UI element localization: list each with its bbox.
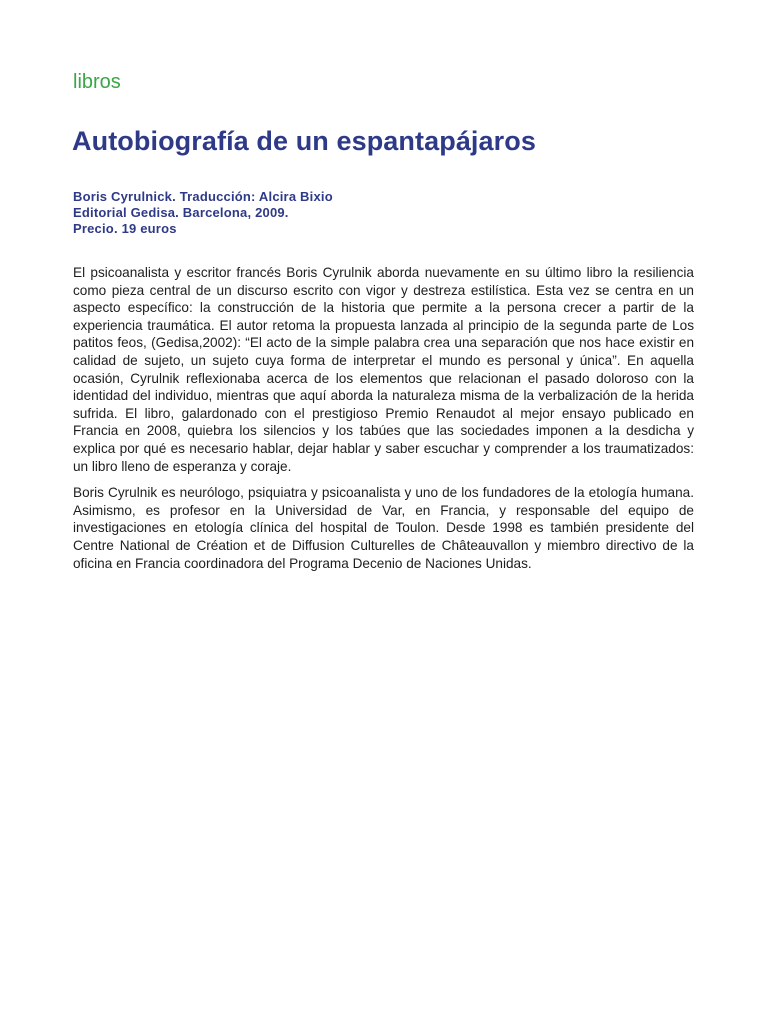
review-paragraph: Boris Cyrulnik es neurólogo, psiquiatra y psicoanalista y uno de los fundadores de la etología humana. Asimismo, es profesor en la Universidad de Var, en Francia, y responsable del equipo de investigaciones en etología clínica del hospital de Toulon. Desde 1998 es también presidente del Centre National de Création et de Diffusion Culturelles de Châteauvallon y miembro directivo de la oficina en Francia coordinadora del Programa Decenio de Naciones Unidas. [73, 485, 694, 571]
review-body [73, 264, 694, 581]
publisher-line: Editorial Gedisa. Barcelona, 2009. [73, 205, 289, 220]
price-line: Precio. 19 euros [73, 221, 177, 236]
review-paragraph: El psicoanalista y escritor francés Boris Cyrulnik aborda nuevamente en su último libro la resiliencia como pieza central de un discurso escrito con vigor y destreza estilística. Esta vez se centra en un aspecto específico: la construcción de la historia que permite a la persona crecer a partir de la experiencia traumática. El autor retoma la propuesta lanzada al principio de la segunda parte de Los patitos feos, (Gedisa,2002): “El acto de la simple palabra crea una separación que nos hace existir en calidad de sujeto, un sujeto cuya forma de interpretar el mundo es personal y única”. En aquella ocasión, Cyrulnik reflexionaba acerca de los elementos que relacionan el pasado doloroso con la identidad del individuo, mientras que aquí aborda la naturaleza misma de la verbalización de la herida sufrida. El libro, galardonado con el prestigioso Premio Renaudot al mejor ensayo publicado en Francia en 2008, quiebra los silencios y los tabúes que las sociedades imponen a la desdicha y explica por qué es necesario hablar, dejar hablar y saber escuchar y comprender a los traumatizados: un libro lleno de esperanza y coraje. [73, 265, 694, 474]
section-label: libros [73, 71, 121, 93]
author-translator-line: Boris Cyrulnick. Traducción: Alcira Bixio [73, 189, 333, 204]
book-title: Autobiografía de un espantapájaros [72, 126, 536, 156]
book-credits [73, 189, 333, 237]
